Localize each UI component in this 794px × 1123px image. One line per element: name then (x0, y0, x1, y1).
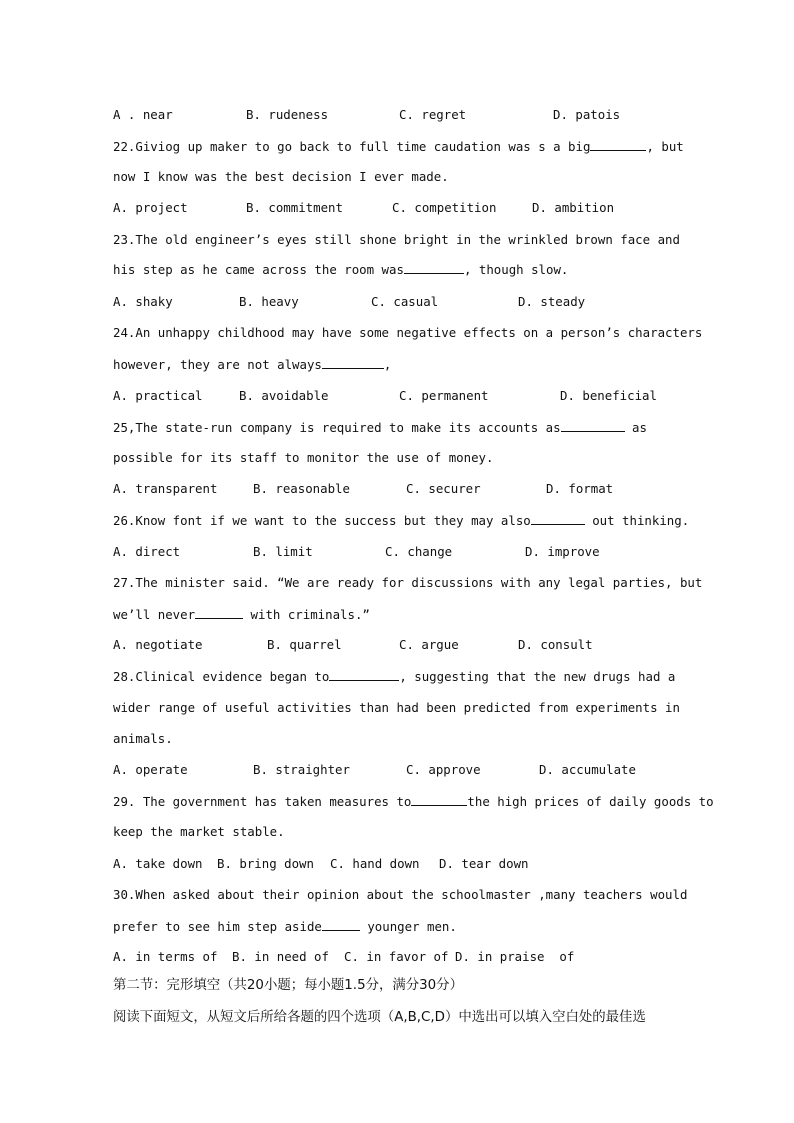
q23-options (113, 294, 693, 310)
q24-line-2 (113, 356, 685, 373)
q21-option-d: D. patois (553, 107, 621, 122)
q22-option-d: D. ambition (532, 200, 615, 215)
q28-text-b: , suggesting that the new drugs had a (399, 669, 676, 684)
q30-text-b: younger men. (359, 919, 457, 934)
q27-line-1: 27.The minister said. “We are ready for discussions with any legal parties, but (113, 575, 703, 590)
q24-line-1: 24.An unhappy childhood may have some negative effects on a person’s characters (113, 325, 703, 340)
q25-option-b: B. reasonable (253, 481, 350, 496)
q25-option-d: D. format (546, 481, 614, 496)
q28-option-b: B. straighter (253, 762, 350, 777)
q29-option-d: D. tear down (439, 856, 529, 871)
q26-text-a: 26.Know font if we want to the success but they may also (113, 513, 531, 528)
q27-option-b: B. quarrel (267, 637, 342, 652)
q23-text-b: , though slow. (463, 262, 569, 277)
q28-line-2: wider range of useful activities than had been predicted from experiments in (113, 700, 680, 715)
q21-option-a: A . near (113, 107, 173, 122)
q25-line-1 (113, 419, 685, 436)
q25-line-2: possible for its staff to monitor the use of money. (113, 450, 494, 465)
q28-line-1 (113, 668, 685, 685)
q23-text-a: his step as he came across the room was (113, 262, 404, 277)
q30-option-d: D. in praise of (455, 949, 575, 964)
q30-option-c: C. in favor of (344, 949, 449, 964)
q23-option-a: A. shaky (113, 294, 173, 309)
q25-options (113, 481, 693, 497)
q27-text-b: with criminals.” (243, 607, 370, 622)
q26-options (113, 544, 693, 560)
q29-option-c: C. hand down (330, 856, 420, 871)
q22-option-a: A. project (113, 200, 188, 215)
q21-option-c: C. regret (399, 107, 467, 122)
q28-options (113, 762, 693, 778)
q28-text-a: 28.Clinical evidence began to (113, 669, 330, 684)
q30-line-2 (113, 918, 685, 935)
q26-line-1 (113, 512, 690, 529)
q23-line-2 (113, 261, 685, 278)
q24-option-d: D. beneficial (560, 388, 657, 403)
q22-line-1 (113, 138, 685, 155)
q29-options (113, 856, 693, 872)
q26-option-a: A. direct (113, 544, 181, 559)
section2-title: 第二节：完形填空（共20小题；每小题1.5分，满分30分） (113, 978, 463, 993)
q25-text-a: 25,The state-run company is required to make its accounts as (113, 420, 561, 435)
q22-options (113, 200, 693, 216)
q29-option-b: B. bring down (217, 856, 314, 871)
q29-option-a: A. take down (113, 856, 203, 871)
q24-option-b: B. avoidable (239, 388, 329, 403)
q29-line-1 (113, 793, 714, 810)
q27-options (113, 637, 693, 653)
section2-instruction: 阅读下面短文，从短文后所给各题的四个选项（A,B,C,D）中选出可以填入空白处的最佳选 (113, 1010, 646, 1025)
q28-option-a: A. operate (113, 762, 188, 777)
q24-blank (322, 356, 384, 369)
q23-blank (404, 261, 464, 274)
q26-option-c: C. change (385, 544, 453, 559)
q24-option-a: A. practical (113, 388, 203, 403)
q23-option-d: D. steady (518, 294, 586, 309)
q29-text-b: the high prices of daily goods to (467, 794, 714, 809)
q22-option-b: B. commitment (246, 200, 343, 215)
q28-blank (329, 668, 399, 681)
q25-option-c: C. securer (406, 481, 481, 496)
q27-option-c: C. argue (399, 637, 459, 652)
q28-option-d: D. accumulate (539, 762, 636, 777)
q25-blank (561, 419, 625, 432)
q28-line-3: animals. (113, 731, 173, 746)
q24-options (113, 388, 693, 404)
q23-option-c: C. casual (371, 294, 439, 309)
q27-option-a: A. negotiate (113, 637, 203, 652)
q26-option-b: B. limit (253, 544, 313, 559)
q22-line-2: now I know was the best decision I ever made. (113, 169, 449, 184)
q23-option-b: B. heavy (239, 294, 299, 309)
q24-text-b: , (383, 357, 392, 372)
q27-line-2 (113, 606, 685, 623)
q22-blank (590, 138, 646, 151)
q22-option-c: C. competition (392, 200, 497, 215)
q26-text-b: out thinking. (584, 513, 690, 528)
q27-text-a: we’ll never (113, 607, 196, 622)
q26-option-d: D. improve (525, 544, 600, 559)
q30-option-a: A. in terms of (113, 949, 218, 964)
q30-options (113, 949, 693, 965)
q23-line-1: 23.The old engineer’s eyes still shone bright in the wrinkled brown face and (113, 232, 680, 247)
q26-blank (531, 512, 585, 525)
q29-blank (411, 793, 467, 806)
q30-text-a: prefer to see him step aside (113, 919, 322, 934)
q30-line-1: 30.When asked about their opinion about the schoolmaster ,many teachers would (113, 887, 688, 902)
q25-text-b: as (624, 420, 647, 435)
q27-blank (195, 606, 243, 619)
q25-option-a: A. transparent (113, 481, 218, 496)
q21-option-b: B. rudeness (246, 107, 329, 122)
q30-option-b: B. in need of (232, 949, 329, 964)
q30-blank (322, 918, 360, 931)
q29-line-2: keep the market stable. (113, 824, 285, 839)
q24-text-a: however, they are not always (113, 357, 322, 372)
q29-text-a: 29. The government has taken measures to (113, 794, 412, 809)
q22-text-a: 22.Giviog up maker to go back to full time caudation was s a big (113, 139, 591, 154)
q21-options (113, 107, 693, 123)
q22-text-b: , but (646, 139, 684, 154)
q28-option-c: C. approve (406, 762, 481, 777)
q27-option-d: D. consult (518, 637, 593, 652)
q24-option-c: C. permanent (399, 388, 489, 403)
